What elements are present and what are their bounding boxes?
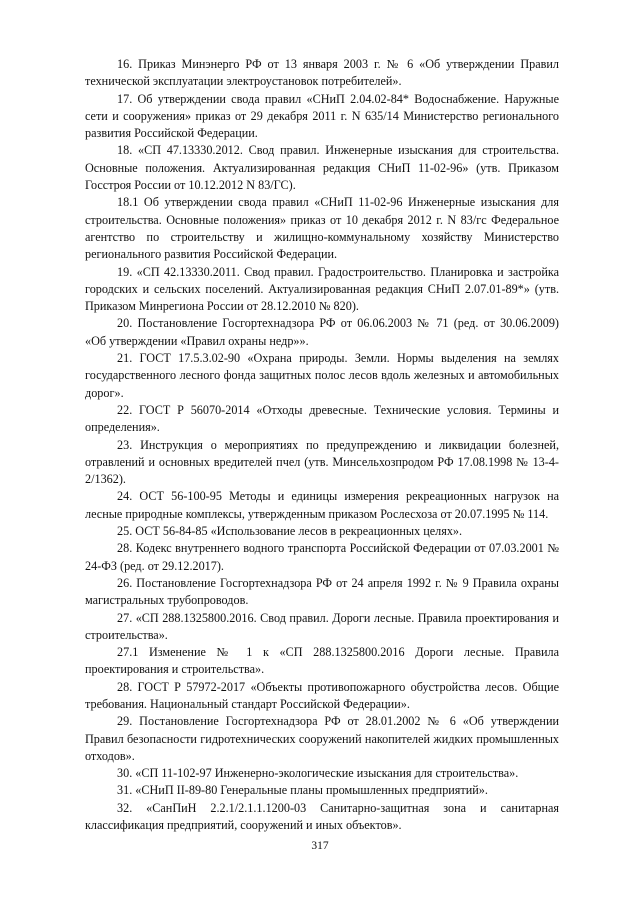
- list-item: 27. «СП 288.1325800.2016. Свод правил. Дороги лесные. Правила проектирования и строительства».: [85, 610, 559, 642]
- list-item: 17. Об утверждении свода правил «СНиП 2.04.02-84* Водоснабжение. Наружные сети и сооружения» приказ от 29 декабря 2011 г. N 635/14 Министерство регионального развития Российской Федерации.: [85, 91, 559, 141]
- list-item: 20. Постановление Госгортехнадзора РФ от 06.06.2003 № 71 (ред. от 30.06.2009) «Об утверждении «Правил охраны недр»».: [85, 316, 559, 348]
- document-body: [85, 56, 559, 834]
- list-item: 23. Инструкция о мероприятиях по предупреждению и ликвидации болезней, отравлений и основных вредителей пчел (утв. Минсельхозпродом РФ 17.08.1998 № 13-4-2/1362).: [85, 437, 559, 487]
- list-item: 21. ГОСТ 17.5.3.02-90 «Охрана природы. Земли. Нормы выделения на землях государственного лесного фонда защитных полос лесов вдоль железных и автомобильных дорог».: [85, 351, 559, 400]
- list-item: 27.1 Изменение № 1 к «СП 288.1325800.2016 Дороги лесные. Правила проектирования и строительства».: [85, 645, 559, 677]
- list-item: 16. Приказ Минэнерго РФ от 13 января 2003 г. № 6 «Об утверждении Правил технической эксплуатации электроустановок потребителей».: [85, 57, 559, 89]
- list-item: 32. «СанПиН 2.2.1/2.1.1.1200-03 Санитарно-защитная зона и санитарная классификация предприятий, сооружений и иных объектов».: [85, 800, 559, 833]
- page-number: 317: [311, 840, 329, 852]
- list-item: 30. «СП 11-102-97 Инженерно-экологические изыскания для строительства».: [117, 766, 519, 781]
- list-item: 28. Кодекс внутреннего водного транспорта Российской Федерации от 07.03.2001 № 24-ФЗ (ред. от 29.12.2017).: [85, 541, 559, 573]
- list-item: 29. Постановление Госгортехнадзора РФ от 28.01.2002 № 6 «Об утверждении Правил безопасности гидротехнических сооружений накопителей жидких промышленных отходов».: [85, 714, 559, 763]
- list-item: 22. ГОСТ Р 56070-2014 «Отходы древесные. Технические условия. Термины и определения».: [85, 402, 559, 435]
- list-item: 19. «СП 42.13330.2011. Свод правил. Градостроительство. Планировка и застройка городских и сельских поселений. Актуализированная редакция СНиП 2.07.01-89*» (утв. Приказом Минрегиона России от 28.12.2010 № 820).: [85, 264, 559, 314]
- list-item: 24. ОСТ 56-100-95 Методы и единицы измерения рекреационных нагрузок на лесные природные комплексы, утвержденным приказом Рослесхоза от 20.07.1995 № 114.: [85, 489, 559, 521]
- list-item: 18. «СП 47.13330.2012. Свод правил. Инженерные изыскания для строительства. Основные положения. Актуализированная редакция СНиП 11-02-96» (утв. Приказом Госстроя России от 10.12.2012 N 83/ГС).: [85, 143, 559, 193]
- list-item: 26. Постановление Госгортехнадзора РФ от 24 апреля 1992 г. № 9 Правила охраны магистральных трубопроводов.: [85, 575, 559, 608]
- list-item: 18.1 Об утверждении свода правил «СНиП 11-02-96 Инженерные изыскания для строительства. Основные положения» приказ от 10 декабря 2012 г. N 83/гс Федеральное агентство по строительству и жилищно-коммунальному хозяйству Министерство регионального развития Российской Федерации.: [85, 195, 559, 262]
- list-item: 25. ОСТ 56-84-85 «Использование лесов в рекреационных целях».: [117, 524, 463, 539]
- list-item: 28. ГОСТ Р 57972-2017 «Объекты противопожарного обустройства лесов. Общие требования. Национальный стандарт Российской Федерации».: [85, 679, 559, 711]
- list-item: 31. «СНиП II-89-80 Генеральные планы промышленных предприятий».: [117, 783, 488, 798]
